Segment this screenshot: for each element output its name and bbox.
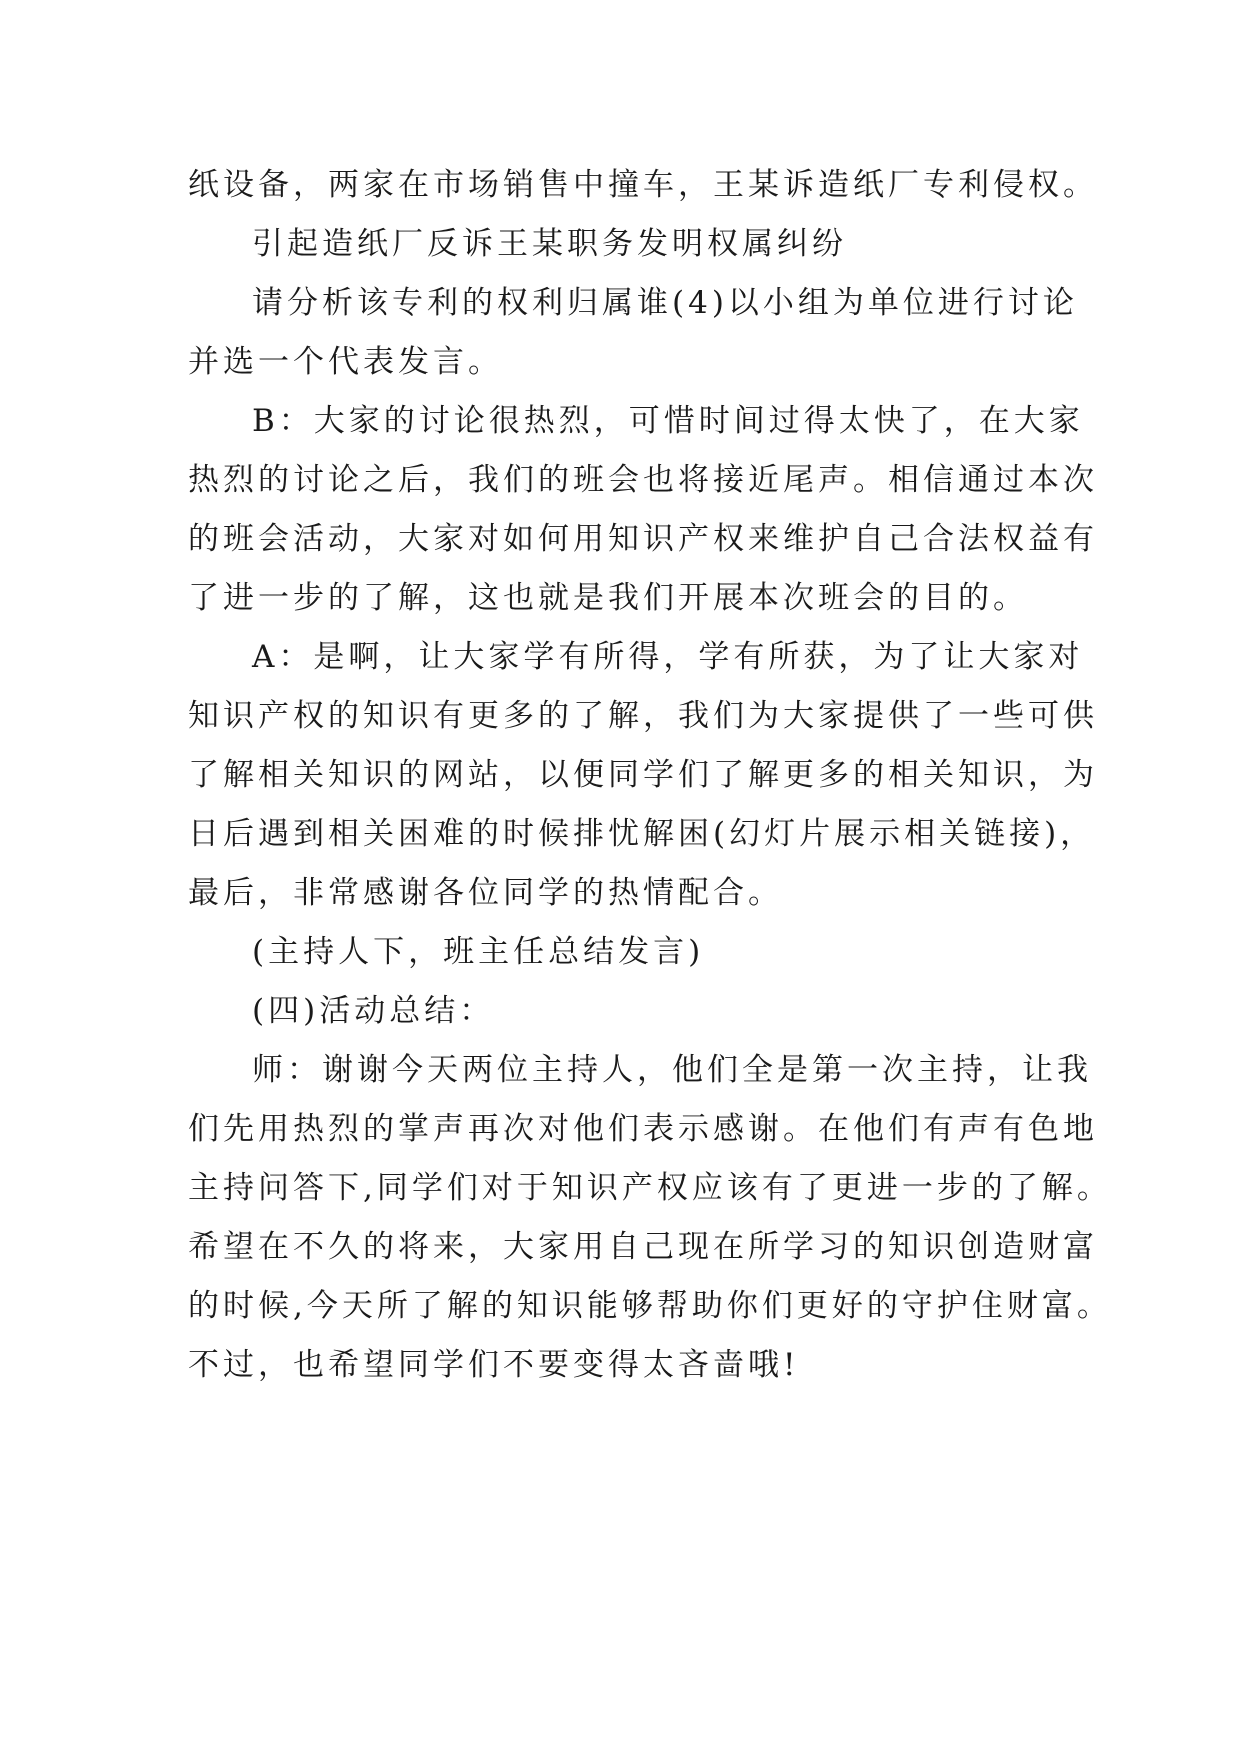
text-line: 最后，非常感谢各位同学的热情配合。	[188, 875, 783, 911]
text-line: 请分析该专利的权利归属谁(4)以小组为单位进行讨论	[252, 285, 1078, 321]
document-body	[188, 156, 1112, 1395]
text-line: 引起造纸厂反诉王某职务发明权属纠纷	[252, 226, 847, 262]
text-line: 知识产权的知识有更多的了解，我们为大家提供了一些可供	[188, 698, 1098, 734]
text-line: A：是啊，让大家学有所得，学有所获，为了让大家对	[252, 639, 1084, 675]
text-line: 不过，也希望同学们不要变得太吝啬哦!	[188, 1347, 800, 1383]
text-line: 了解相关知识的网站，以便同学们了解更多的相关知识，为	[188, 757, 1098, 793]
text-line: 了进一步的了解，这也就是我们开展本次班会的目的。	[188, 580, 1028, 616]
text-line: 并选一个代表发言。	[188, 344, 503, 380]
text-line: B：大家的讨论很热烈，可惜时间过得太快了，在大家	[252, 403, 1084, 439]
text-line: (主持人下，班主任总结发言)	[252, 934, 705, 970]
text-line: 主持问答下,同学们对于知识产权应该有了更进一步的了解。	[188, 1170, 1112, 1206]
text-line: 日后遇到相关困难的时候排忧解困(幻灯片展示相关链接)，	[188, 816, 1096, 852]
text-line: 热烈的讨论之后，我们的班会也将接近尾声。相信通过本次	[188, 462, 1098, 498]
text-line: 希望在不久的将来，大家用自己现在所学习的知识创造财富	[188, 1229, 1098, 1265]
section-heading: (四)活动总结：	[252, 993, 495, 1029]
text-line: 的时候,今天所了解的知识能够帮助你们更好的守护住财富。	[188, 1288, 1112, 1324]
text-line: 纸设备，两家在市场销售中撞车，王某诉造纸厂专利侵权。	[188, 167, 1098, 203]
text-line: 们先用热烈的掌声再次对他们表示感谢。在他们有声有色地	[188, 1111, 1098, 1147]
text-line: 的班会活动，大家对如何用知识产权来维护自己合法权益有	[188, 521, 1098, 557]
text-line: 师：谢谢今天两位主持人，他们全是第一次主持，让我	[252, 1052, 1092, 1088]
